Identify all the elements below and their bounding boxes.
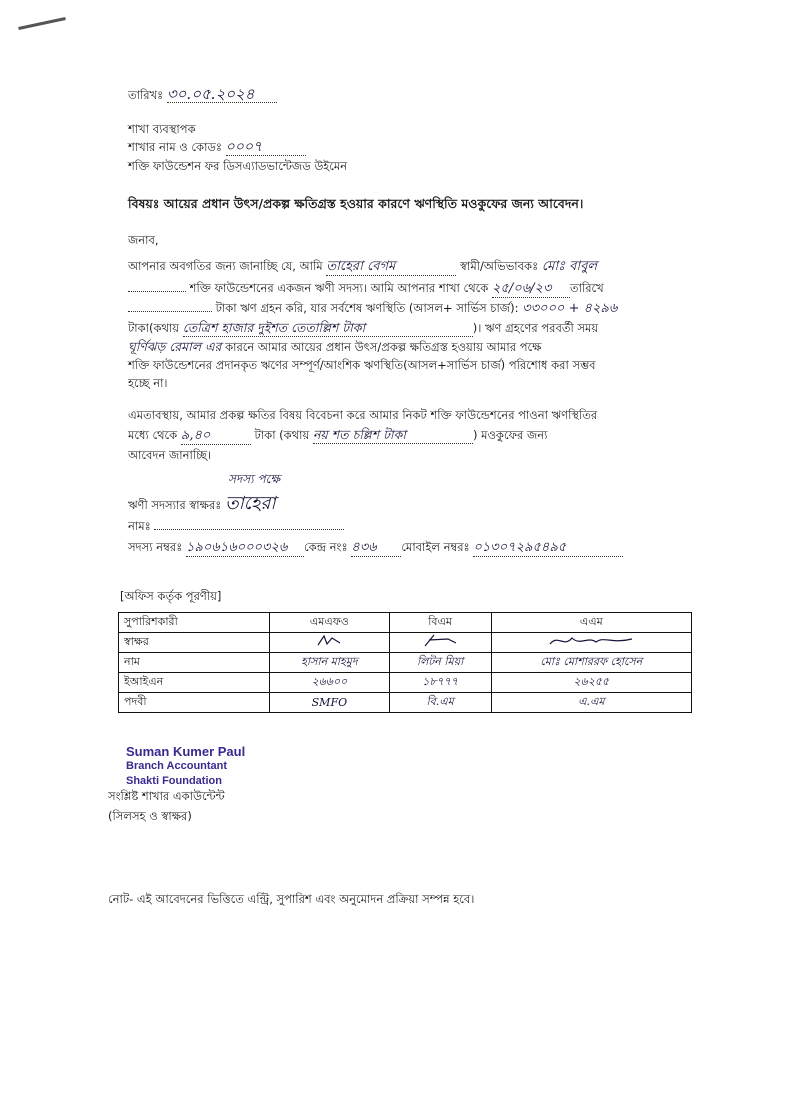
bm-signature: [389, 633, 491, 653]
mfo-name: হাসান মাহমুদ: [270, 653, 390, 673]
signature-note: সদস্য পক্ষে: [228, 472, 281, 486]
waiver-amount: ৯,৪০: [181, 428, 251, 445]
loan-date: ২৫/০৬/২৩: [492, 281, 570, 298]
bm-name: লিটন মিয়া: [389, 653, 491, 673]
para1-text-d: তারিখে: [569, 281, 604, 295]
signature-label: ঋণী সদস্যার স্বাক্ষরঃ: [128, 498, 222, 512]
bm-designation: বি.এম: [389, 693, 491, 713]
accountant-stamp: [126, 744, 245, 789]
para2-text-b: টাকা (কথায়: [254, 428, 310, 442]
center-number: ৪৩৬: [351, 540, 401, 557]
para1-line7: হচ্ছে না।: [128, 376, 168, 390]
para2-line3: আবেদন জানাচ্ছি।: [128, 448, 212, 462]
scan-mark: [18, 17, 66, 30]
loan-balance: ৩৩০০০ + ৪২৯৬: [522, 301, 618, 316]
damage-cause: ঘূর্ণিঝড় রেমাল এর: [128, 339, 222, 354]
office-section-title: [অফিস কর্তৃক পূরণীয়]: [120, 589, 222, 603]
blank-dots: [128, 291, 186, 292]
waiver-amount-words: নয় শত চল্লিশ টাকা: [313, 427, 473, 444]
member-number: ১৯০৬১৬০০০৩২৬: [186, 540, 304, 557]
member-label: সদস্য নম্বরঃ: [128, 540, 183, 554]
member-signature: তাহেরা: [225, 493, 276, 514]
mfo-ein: ২৬৬০০: [270, 673, 390, 693]
blank-dots-2: [128, 311, 212, 312]
date-line: [128, 86, 277, 103]
branch-code: ০০০৭: [226, 139, 306, 156]
salutation: জনাব,: [128, 233, 159, 247]
recommendation-table: [118, 612, 692, 713]
member-info-line: [128, 539, 623, 557]
row-label-signature: স্বাক্ষর: [119, 633, 270, 653]
addressee-title: শাখা ব্যবস্থাপক: [128, 122, 196, 136]
header-mfo: এমএফও: [270, 613, 390, 633]
row-label-ein: ইআইএন: [119, 673, 270, 693]
footer-note: নোট- এই আবেদনের ভিত্তিতে এন্ট্রি, সুপারিশ এবং অনুমোদন প্রক্রিয়া সম্পন্ন হবে।: [108, 892, 475, 906]
para1-line6: শক্তি ফাউন্ডেশনের প্রদানকৃত ঋণের সম্পূর্ণ/আংশিক ঋণস্থিতি(আসল+সার্ভিস চার্জ) পরিশোধ করা সম্ভব: [128, 358, 596, 372]
mobile-number: ০১৩০৭২৯৫৪৯৫: [473, 540, 623, 557]
para1-text-a: আপনার অবগতির জন্য জানাচ্ছি যে, আমি: [128, 259, 323, 273]
para2-line2: [128, 427, 547, 445]
name-blank: [154, 529, 344, 530]
table-row-signature: [119, 633, 692, 653]
para1-line4: [128, 320, 598, 337]
header-bm: বিএম: [389, 613, 491, 633]
accountant-label: সংশ্লিষ্ট শাখার একাউন্টেন্ট: [108, 789, 225, 803]
stamp-title: Branch Accountant: [126, 760, 228, 772]
para1-line3: [128, 300, 617, 317]
signature-scribble: [546, 634, 636, 648]
guardian-name: মোঃ বাবুল: [541, 259, 598, 274]
organization-name: শক্তি ফাউন্ডেশন ফর ডিসএ্যাডভান্টেজড উইমেন: [128, 159, 348, 173]
signature-scribble: [314, 634, 344, 648]
para2-line1: এমতাবস্থায়, আমার প্রকল্প ক্ষতির বিষয় বিবেচনা করে আমার নিকট শক্তি ফাউন্ডেশনের পাওনা ঋণস্থিতির: [128, 408, 598, 422]
para1-text-c: শক্তি ফাউন্ডেশনের একজন ঋণী সদস্য। আমি আপনার শাখা থেকে: [189, 281, 489, 295]
applicant-name: তাহেরা বেগম: [326, 259, 456, 276]
name-line: [128, 518, 344, 534]
branch-label: শাখার নাম ও কোডঃ: [128, 140, 223, 154]
mobile-label: মোবাইল নম্বরঃ: [401, 540, 470, 554]
date-label: তারিখঃ: [128, 88, 164, 102]
bm-ein: ১৮৭৭৭: [389, 673, 491, 693]
header-recommender: সুপারিশকারী: [119, 613, 270, 633]
para1-line2: [128, 280, 604, 298]
header-am: এএম: [491, 613, 691, 633]
para1-text-e: টাকা ঋণ গ্রহন করি, যার সর্বশেষ ঋণস্থিতি (আসল+ সার্ভিস চার্জ):: [215, 301, 519, 315]
branch-line: [128, 139, 306, 156]
row-label-designation: পদবী: [119, 693, 270, 713]
signature-line: [128, 493, 276, 514]
para2-text-c: ) মওকুফের জন্য: [472, 428, 548, 442]
row-label-name: নাম: [119, 653, 270, 673]
mfo-signature: [270, 633, 390, 653]
table-header-row: [119, 613, 692, 633]
am-ein: ২৬২৫৫: [491, 673, 691, 693]
table-row-designation: [119, 693, 692, 713]
am-designation: এ.এম: [491, 693, 691, 713]
am-name: মোঃ মোশাররফ হোসেন: [491, 653, 691, 673]
signature-scribble: [420, 634, 460, 648]
balance-in-words: তেত্রিশ হাজার দুইশত তেতাল্লিশ টাকা: [183, 320, 473, 337]
name-label: নামঃ: [128, 519, 151, 533]
para1-line1: [128, 258, 597, 276]
accountant-seal-note: (সিলসহ ও স্বাক্ষর): [108, 809, 192, 823]
stamp-org: Shakti Foundation: [126, 775, 222, 787]
date-value: ৩০.০৫.২০২৪: [167, 86, 277, 103]
am-signature: [491, 633, 691, 653]
para1-text-f: টাকা(কথায়: [128, 321, 180, 335]
table-row-name: [119, 653, 692, 673]
para1-text-b: স্বামী/অভিভাবকঃ: [460, 259, 539, 273]
para1-text-h: কারনে আমার আয়ের প্রধান উৎস/প্রকল্প ক্ষতিগ্রস্ত হওয়ায় আমার পক্ষে: [225, 340, 542, 354]
stamp-name: Suman Kumer Paul: [126, 744, 246, 759]
center-label: কেন্দ্র নংঃ: [303, 540, 348, 554]
para1-line5: [128, 339, 541, 355]
para1-text-g: )। ঋণ গ্রহণের পরবর্তী সময়: [472, 321, 599, 335]
mfo-designation: SMFO: [270, 693, 390, 713]
para2-text-a: মধ্যে থেকে: [128, 428, 178, 442]
table-row-ein: [119, 673, 692, 693]
subject: বিষয়ঃ আয়ের প্রধান উৎস/প্রকল্প ক্ষতিগ্রস্ত হওয়ার কারণে ঋণস্থিতি মওকুফের জন্য আবেদন।: [128, 196, 584, 211]
